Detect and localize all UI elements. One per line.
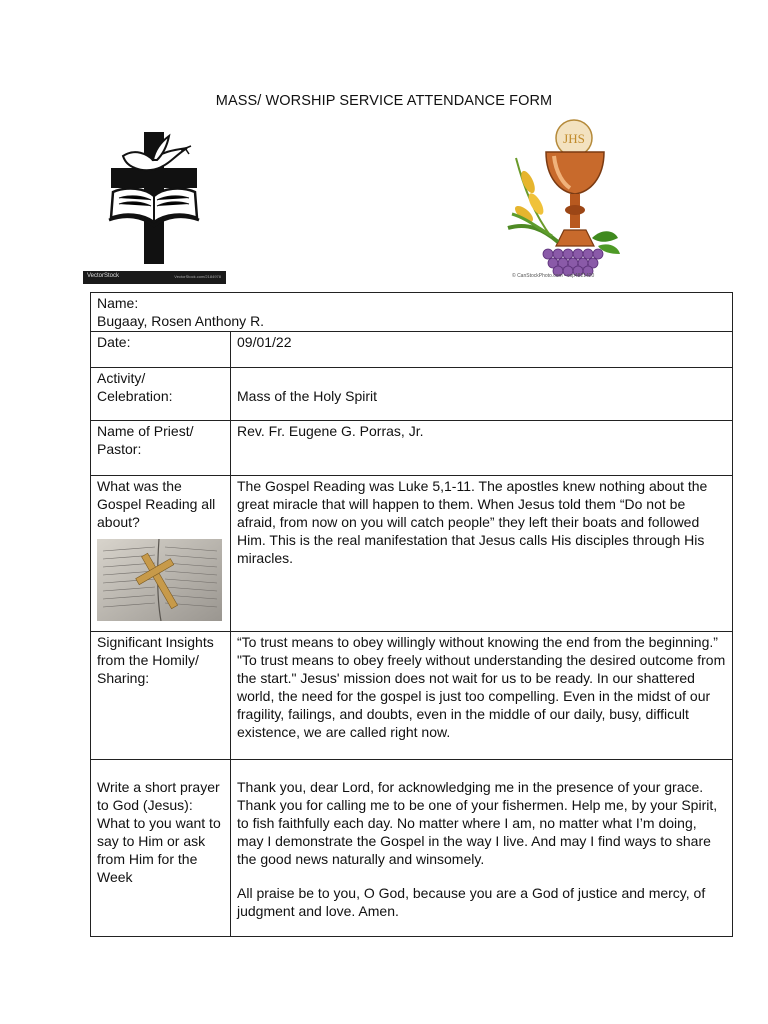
vectorstock-watermark bbox=[83, 271, 226, 284]
priest-value: Rev. Fr. Eugene G. Porras, Jr. bbox=[231, 421, 733, 476]
form-title: MASS/ WORSHIP SERVICE ATTENDANCE FORM bbox=[215, 93, 553, 109]
name-value: Bugaay, Rosen Anthony R. bbox=[97, 313, 265, 329]
dove-cross-bible-icon bbox=[83, 130, 226, 285]
name-label: Name: bbox=[97, 295, 139, 311]
watermark-site: VectorStock.com/2184978 bbox=[174, 274, 221, 279]
date-label: Date: bbox=[91, 332, 231, 368]
canstockphoto-credit: © CanStockPhoto.com - csp4821420 bbox=[512, 273, 595, 279]
activity-value: Mass of the Holy Spirit bbox=[231, 368, 733, 421]
prayer-row bbox=[91, 760, 733, 937]
prayer-paragraph-1: Thank you, dear Lord, for acknowledging me in the presence of your grace. Thank you for calling me to be one of your fishermen. Help me, by your Spirit, to fish faithfully each day. No matter where I am, no matter what I’m doing, may I demonstrate the Gospel in the way I live. And may I find ways to share the good news naturally and winsomely. bbox=[237, 779, 718, 867]
activity-label: Activity/ Celebration: bbox=[91, 368, 231, 421]
activity-row bbox=[91, 368, 733, 421]
insights-label: Significant Insights from the Homily/ Sharing: bbox=[91, 632, 231, 760]
name-row bbox=[91, 293, 733, 332]
priest-label: Name of Priest/ Pastor: bbox=[91, 421, 231, 476]
gospel-row bbox=[91, 476, 733, 632]
watermark-brand: VectorStock bbox=[87, 273, 120, 279]
host-text: JHS bbox=[563, 131, 585, 146]
insights-value: “To trust means to obey willingly without knowing the end from the beginning.” "To trust means to obey freely without understanding the desired outcome from the start." Jesus' mission does not wait for us to be ready. In our shattered world, the need for the gospel is just too compelling. Even in the midst of our fragility, failings, and doubts, even in the middle of our daily, busy, difficult existence, we are called right now. bbox=[231, 632, 733, 760]
date-row bbox=[91, 332, 733, 368]
bible-with-cross-photo bbox=[97, 539, 222, 621]
prayer-paragraph-2: All praise be to you, O God, because you are a God of justice and mercy, of judgment and love. Amen. bbox=[237, 885, 706, 919]
attendance-form-table bbox=[90, 292, 733, 937]
gospel-label: What was the Gospel Reading all about? bbox=[97, 478, 216, 530]
date-value: 09/01/22 bbox=[231, 332, 733, 368]
priest-row bbox=[91, 421, 733, 476]
insights-row bbox=[91, 632, 733, 760]
gospel-value: The Gospel Reading was Luke 5,1-11. The apostles knew nothing about the great miracle that will happen to them. When Jesus told them “Do not be afraid, from now on you will catch people” they left their boats and followed Him. This is the real manifestation that Jesus calls His disciples through His miracles. bbox=[231, 476, 733, 632]
chalice-host-grapes-wheat-icon bbox=[498, 118, 628, 283]
prayer-label: Write a short prayer to God (Jesus): What to you want to say to Him or ask from Him for the Week bbox=[91, 760, 231, 937]
